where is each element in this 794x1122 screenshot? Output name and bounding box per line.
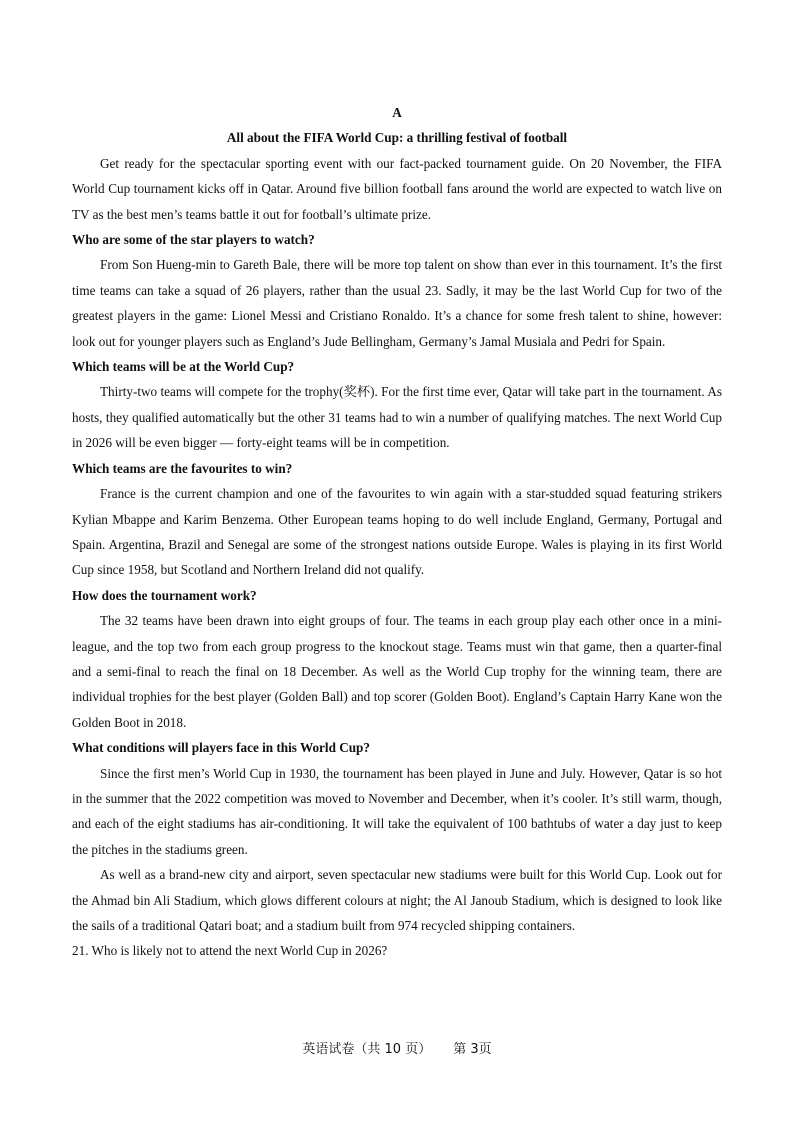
document-page xyxy=(72,100,722,964)
paragraph-tournament-work: The 32 teams have been drawn into eight groups of four. The teams in each group play each other once in a mini-league, and the top two from each group progress to the knockout stage. Teams must win that game, then a quarter-final and a semi-final to reach the final on 18 December. As well as the World Cup trophy for the winning team, there are individual trophies for the best player (Golden Ball) and top scorer (Golden Boot). England’s Captain Harry Kane won the Golden Boot in 2018. xyxy=(72,613,722,730)
paragraph-star-players: From Son Hueng-min to Gareth Bale, there will be more top talent on show than ever in this tournament. It’s the first time teams can take a squad of 26 players, rather than the usual 23. Sadly, it may be the last World Cup for two of the greatest players in the game: Lionel Messi and Cristiano Ronaldo. It’s a chance for some fresh talent to shine, however: look out for younger players such as England’s Jude Bellingham, Germany’s Jamal Musiala and Pedri for Spain. xyxy=(72,257,722,349)
article-title: All about the FIFA World Cup: a thrilling festival of football xyxy=(226,130,568,146)
heading-favourites: Which teams are the favourites to win? xyxy=(72,460,293,476)
heading-tournament-work: How does the tournament work? xyxy=(72,587,257,603)
heading-which-teams: Which teams will be at the World Cup? xyxy=(72,359,295,375)
paragraph-conditions-2: As well as a brand-new city and airport, seven spectacular new stadiums were built for this World Cup. Look out for the Ahmad bin Ali Stadium, which glows different colours at night; the Al Janoub Stadium, which is designed to look like the sails of a traditional Qatari boat; and a stadium built from 974 recycled shipping containers. xyxy=(72,867,722,933)
footer-paper-label: 英语试卷（共 10 页） xyxy=(302,1042,432,1057)
intro-paragraph: Get ready for the spectacular sporting event with our fact-packed tournament guide. On 20 November, the FIFA World Cup tournament kicks off in Qatar. Around five billion football fans around the world are expected to watch live on TV as the best men’s teams battle it out for football’s ultimate prize. xyxy=(72,155,722,222)
heading-star-players: Who are some of the star players to watch? xyxy=(72,232,315,248)
question-21: 21. Who is likely not to attend the next World Cup in 2026? xyxy=(72,943,388,959)
paragraph-favourites: France is the current champion and one of the favourites to win again with a star-studded squad featuring strikers Kylian Mbappe and Karim Benzema. Other European teams hoping to do well include England, Germany, Portugal and Spain. Argentina, Brazil and Senegal are some of the strongest nations outside Europe. Wales is playing in its first World Cup since 1958, but Scotland and Northern Ireland did not qualify. xyxy=(72,486,722,578)
heading-conditions: What conditions will players face in this World Cup? xyxy=(72,740,370,756)
footer-page-number: 第 3页 xyxy=(453,1042,492,1057)
page-footer xyxy=(0,1038,794,1057)
paragraph-conditions-1: Since the first men’s World Cup in 1930, the tournament has been played in June and July. However, Qatar is so hot in the summer that the 2022 competition was moved to November and December, when it’s cooler. It’s still warm, though, and each of the eight stadiums has air-conditioning. It will take the equivalent of 100 bathtubs of water a day just to keep the pitches in the stadiums green. xyxy=(72,765,722,857)
paragraph-which-teams: Thirty-two teams will compete for the trophy(奖杯). For the first time ever, Qatar will take part in the tournament. As hosts, they qualified automatically but the other 31 teams had to win a number of qualifying matches. The next World Cup in 2026 will be even bigger — forty-eight teams will be in competition. xyxy=(72,384,722,451)
section-letter: A xyxy=(392,105,402,120)
